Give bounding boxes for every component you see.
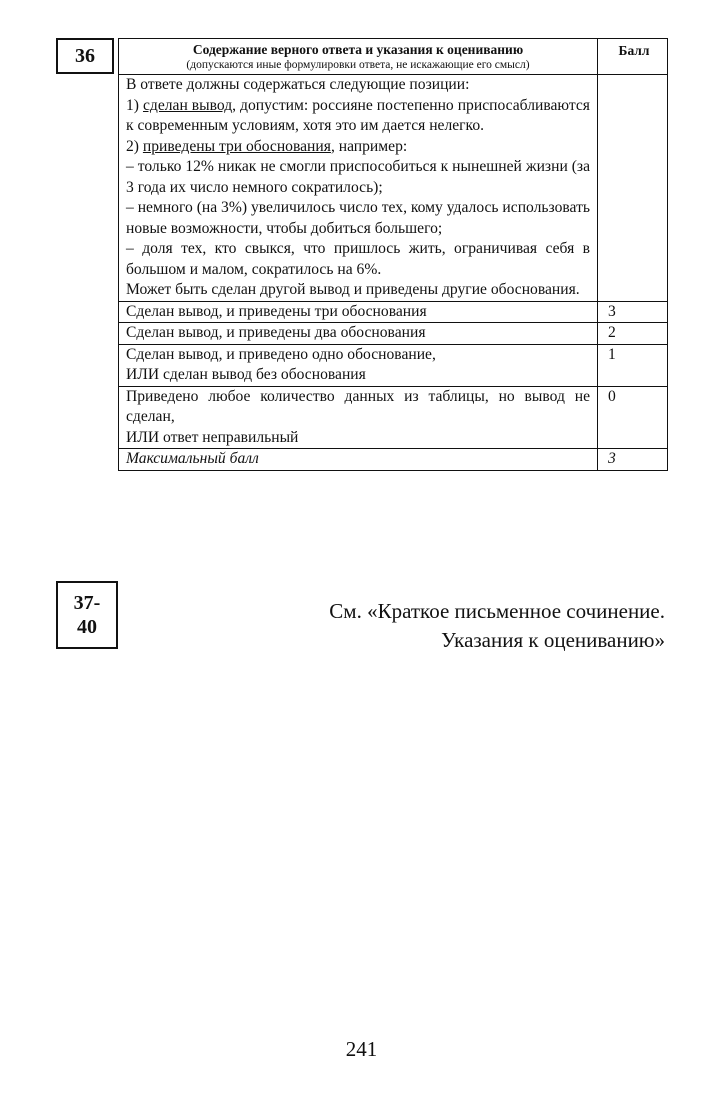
header-content-cell	[119, 39, 598, 75]
criteria-row	[119, 323, 668, 345]
answer-content-cell	[119, 75, 598, 302]
criteria-row	[119, 301, 668, 323]
criteria-text-line: Сделан вывод, и приведено одно обоснование,	[126, 345, 436, 363]
header-title: Содержание верного ответа и указания к оцениванию	[192, 42, 524, 57]
task-number-37-40	[56, 581, 118, 649]
reference-line-1: См. «Краткое письменное сочинение.	[329, 599, 665, 623]
criteria-text-line: ИЛИ сделан вывод без обоснования	[126, 366, 366, 383]
task-number-line-1: 37-	[73, 592, 101, 614]
item-2-lead: приведены три обоснования	[142, 137, 331, 155]
answer-intro: В ответе должны содержаться следующие позиции:	[126, 76, 470, 93]
criteria-score: 0	[598, 386, 668, 449]
answer-score-cell	[598, 75, 668, 302]
bullet-item: – только 12% никак не смогли приспособиться к нынешней жизни (за 3 года их число немного сократилось);	[126, 158, 590, 196]
reference-line-2: Указания к оцениванию»	[441, 628, 665, 652]
page-number: 241	[345, 1037, 378, 1061]
criteria-text-cell	[119, 344, 598, 386]
bullet-item: – немного (на 3%) увеличилось число тех, кому удалось использовать новые возможности, чтобы добиться большего;	[126, 199, 590, 237]
grading-table	[118, 38, 668, 471]
criteria-score: 3	[598, 301, 668, 323]
bullet-item: – доля тех, кто свыкся, что пришлось жить, ограничивая себя в большом и малом, сократилось на 6%.	[126, 240, 590, 278]
table-header-row	[119, 39, 668, 75]
item-1-lead: сделан вывод	[142, 96, 233, 114]
criteria-text-line: Приведено любое количество данных из таблицы, но вывод не сделан,	[126, 387, 590, 425]
header-score: Балл	[598, 39, 668, 75]
item-2-number: 2)	[126, 137, 139, 155]
criteria-text-cell	[119, 386, 598, 449]
max-score-label: Максимальный балл	[119, 449, 598, 471]
item-1-text: , допустим: россияне постепенно приспосабливаются к современным условиям, хотя это им дается нелегко.	[126, 96, 590, 134]
item-2-text: , например:	[330, 137, 408, 155]
max-score-value: 3	[598, 449, 668, 471]
max-score-row	[119, 449, 668, 471]
header-note: (допускаются иные формулировки ответа, не искажающие его смысл)	[186, 59, 530, 71]
criteria-score: 1	[598, 344, 668, 386]
reference-text	[329, 597, 665, 655]
item-1-number: 1)	[126, 96, 139, 114]
criteria-text-line: ИЛИ ответ неправильный	[126, 428, 299, 446]
answer-item-1	[126, 96, 590, 137]
task-number-36: 36	[56, 38, 114, 74]
criteria-text: Сделан вывод, и приведены три обоснования	[119, 301, 598, 323]
criteria-row	[119, 344, 668, 386]
criteria-score: 2	[598, 323, 668, 345]
answer-closing: Может быть сделан другой вывод и приведены другие обоснования.	[126, 281, 580, 298]
task-number-line-2: 40	[77, 616, 97, 638]
criteria-text: Сделан вывод, и приведены два обоснования	[119, 323, 598, 345]
answer-content-row	[119, 75, 668, 302]
criteria-row	[119, 386, 668, 449]
answer-item-2	[126, 137, 590, 158]
